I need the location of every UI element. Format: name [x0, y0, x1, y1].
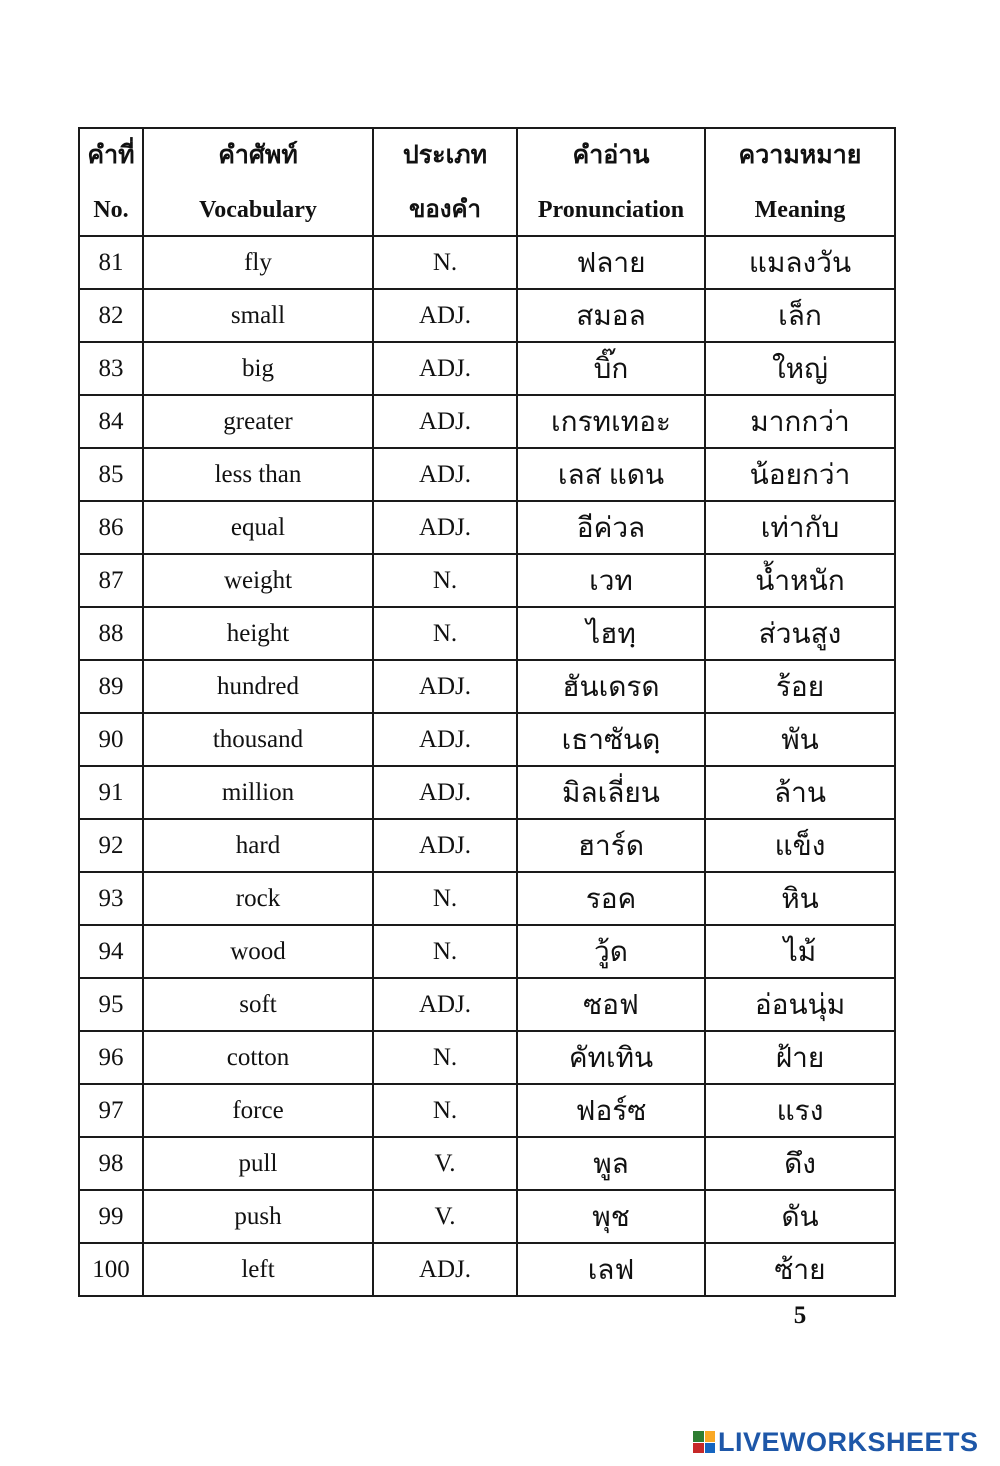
cell-word-type: N.: [373, 607, 517, 660]
page-number: 5: [793, 1302, 807, 1329]
cell-vocabulary: push: [143, 1190, 373, 1243]
cell-pronunciation: รอค: [517, 872, 705, 925]
cell-word-type: ADJ.: [373, 766, 517, 819]
cell-meaning: ซ้าย: [705, 1243, 895, 1296]
liveworksheets-watermark: [693, 1428, 979, 1456]
cell-meaning: เท่ากับ: [705, 501, 895, 554]
table-row: [79, 1190, 895, 1243]
table-row: [79, 1031, 895, 1084]
table-row: [79, 1243, 895, 1296]
cell-vocabulary: height: [143, 607, 373, 660]
cell-number: 88: [79, 607, 143, 660]
cell-pronunciation: เกรทเทอะ: [517, 395, 705, 448]
header-vocabulary: [143, 128, 373, 236]
cell-pronunciation: ฮาร์ด: [517, 819, 705, 872]
cell-pronunciation: พุช: [517, 1190, 705, 1243]
table-row: [79, 448, 895, 501]
table-row: [79, 1084, 895, 1137]
cell-number: 91: [79, 766, 143, 819]
cell-number: 82: [79, 289, 143, 342]
cell-vocabulary: rock: [143, 872, 373, 925]
cell-pronunciation: เวท: [517, 554, 705, 607]
cell-pronunciation: พูล: [517, 1137, 705, 1190]
cell-pronunciation: บิ๊ก: [517, 342, 705, 395]
cell-number: 90: [79, 713, 143, 766]
table-row: [79, 713, 895, 766]
cell-number: 98: [79, 1137, 143, 1190]
cell-vocabulary: hard: [143, 819, 373, 872]
cell-number: 85: [79, 448, 143, 501]
cell-meaning: ดึง: [705, 1137, 895, 1190]
header-pronunciation-thai: คำอ่าน: [572, 141, 650, 169]
header-row: [79, 128, 895, 236]
cell-pronunciation: วู้ด: [517, 925, 705, 978]
header-pronunciation: [517, 128, 705, 236]
cell-word-type: N.: [373, 236, 517, 289]
cell-meaning: ล้าน: [705, 766, 895, 819]
header-meaning-en: Meaning: [754, 196, 846, 223]
header-meaning-thai: ความหมาย: [738, 141, 862, 169]
table-body: [79, 236, 895, 1296]
cell-meaning: มากกว่า: [705, 395, 895, 448]
cell-meaning: เล็ก: [705, 289, 895, 342]
header-no: [79, 128, 143, 236]
cell-meaning: ดัน: [705, 1190, 895, 1243]
cell-vocabulary: wood: [143, 925, 373, 978]
table-row: [79, 925, 895, 978]
table-row: [79, 342, 895, 395]
table-row: [79, 289, 895, 342]
table-row: [79, 819, 895, 872]
cell-vocabulary: weight: [143, 554, 373, 607]
cell-word-type: N.: [373, 1031, 517, 1084]
cell-number: 95: [79, 978, 143, 1031]
cell-word-type: N.: [373, 872, 517, 925]
cell-pronunciation: คัทเทิน: [517, 1031, 705, 1084]
cell-word-type: ADJ.: [373, 1243, 517, 1296]
header-no-en: No.: [93, 196, 129, 223]
cell-number: 99: [79, 1190, 143, 1243]
cell-pronunciation: ฮันเดรด: [517, 660, 705, 713]
cell-vocabulary: less than: [143, 448, 373, 501]
cell-number: 97: [79, 1084, 143, 1137]
cell-word-type: ADJ.: [373, 448, 517, 501]
cell-pronunciation: เลส แดน: [517, 448, 705, 501]
cell-word-type: ADJ.: [373, 395, 517, 448]
table-row: [79, 978, 895, 1031]
cell-number: 81: [79, 236, 143, 289]
cell-meaning: น้อยกว่า: [705, 448, 895, 501]
cell-vocabulary: fly: [143, 236, 373, 289]
cell-meaning: แข็ง: [705, 819, 895, 872]
cell-number: 94: [79, 925, 143, 978]
cell-word-type: N.: [373, 925, 517, 978]
cell-vocabulary: small: [143, 289, 373, 342]
cell-number: 83: [79, 342, 143, 395]
table-row: [79, 236, 895, 289]
cell-vocabulary: greater: [143, 395, 373, 448]
cell-meaning: ใหญ่: [705, 342, 895, 395]
cell-pronunciation: มิลเลี่ยน: [517, 766, 705, 819]
cell-pronunciation: สมอล: [517, 289, 705, 342]
liveworksheets-logo-icon: [693, 1431, 715, 1453]
cell-vocabulary: left: [143, 1243, 373, 1296]
cell-meaning: อ่อนนุ่ม: [705, 978, 895, 1031]
cell-word-type: N.: [373, 1084, 517, 1137]
header-type-line1: ประเภท: [402, 141, 488, 169]
header-type: [373, 128, 517, 236]
table-row: [79, 1137, 895, 1190]
cell-word-type: ADJ.: [373, 660, 517, 713]
cell-pronunciation: เธาซันดฺ: [517, 713, 705, 766]
cell-pronunciation: ฟลาย: [517, 236, 705, 289]
cell-vocabulary: big: [143, 342, 373, 395]
cell-number: 92: [79, 819, 143, 872]
cell-meaning: พัน: [705, 713, 895, 766]
cell-number: 89: [79, 660, 143, 713]
table-row: [79, 766, 895, 819]
cell-meaning: ร้อย: [705, 660, 895, 713]
cell-meaning: ส่วนสูง: [705, 607, 895, 660]
table-row: [79, 395, 895, 448]
table-header: [79, 128, 895, 236]
cell-word-type: V.: [373, 1137, 517, 1190]
table-row: [79, 607, 895, 660]
header-meaning: [705, 128, 895, 236]
cell-number: 100: [79, 1243, 143, 1296]
cell-word-type: ADJ.: [373, 289, 517, 342]
cell-meaning: ไม้: [705, 925, 895, 978]
cell-meaning: แมลงวัน: [705, 236, 895, 289]
cell-meaning: น้ำหนัก: [705, 554, 895, 607]
table-row: [79, 872, 895, 925]
table-row: [79, 554, 895, 607]
cell-meaning: แรง: [705, 1084, 895, 1137]
cell-vocabulary: equal: [143, 501, 373, 554]
cell-number: 84: [79, 395, 143, 448]
cell-pronunciation: ฟอร์ซ: [517, 1084, 705, 1137]
watermark-text: LIVEWORKSHEETS: [718, 1426, 979, 1457]
header-pronunciation-en: Pronunciation: [537, 196, 685, 223]
cell-number: 96: [79, 1031, 143, 1084]
cell-vocabulary: pull: [143, 1137, 373, 1190]
cell-word-type: ADJ.: [373, 342, 517, 395]
table-row: [79, 501, 895, 554]
cell-vocabulary: cotton: [143, 1031, 373, 1084]
cell-word-type: V.: [373, 1190, 517, 1243]
header-no-thai: คำที่: [87, 141, 135, 169]
table-row: [79, 660, 895, 713]
header-vocabulary-thai: คำศัพท์: [218, 141, 298, 169]
cell-meaning: หิน: [705, 872, 895, 925]
cell-pronunciation: ไฮทฺ: [517, 607, 705, 660]
vocabulary-table: [78, 127, 896, 1297]
cell-pronunciation: ซอฟ: [517, 978, 705, 1031]
cell-number: 93: [79, 872, 143, 925]
cell-word-type: N.: [373, 554, 517, 607]
cell-vocabulary: million: [143, 766, 373, 819]
cell-number: 87: [79, 554, 143, 607]
cell-pronunciation: อีค่วล: [517, 501, 705, 554]
cell-vocabulary: thousand: [143, 713, 373, 766]
cell-word-type: ADJ.: [373, 978, 517, 1031]
cell-vocabulary: hundred: [143, 660, 373, 713]
cell-word-type: ADJ.: [373, 819, 517, 872]
cell-word-type: ADJ.: [373, 713, 517, 766]
cell-meaning: ฝ้าย: [705, 1031, 895, 1084]
cell-pronunciation: เลฟ: [517, 1243, 705, 1296]
cell-word-type: ADJ.: [373, 501, 517, 554]
cell-vocabulary: force: [143, 1084, 373, 1137]
header-type-line2: ของคำ: [408, 196, 482, 223]
header-vocabulary-en: Vocabulary: [199, 196, 317, 223]
cell-number: 86: [79, 501, 143, 554]
cell-vocabulary: soft: [143, 978, 373, 1031]
